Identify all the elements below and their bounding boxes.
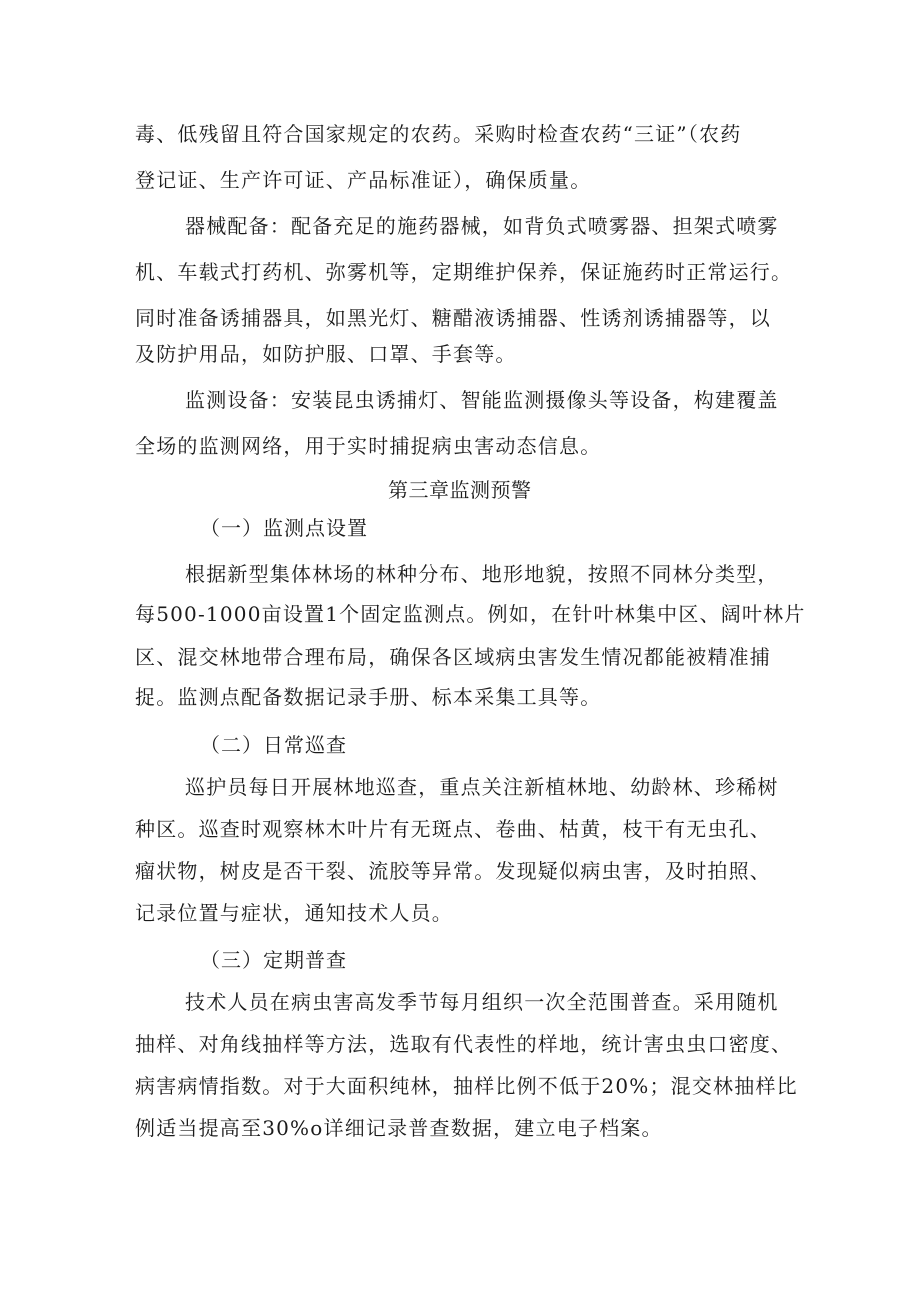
para-5-line-1: 巡护员每日开展林地巡查，重点关注新植林地、幼龄林、珍稀树 [185, 775, 779, 799]
para-2-line-4: 及防护用品，如防护服、口罩、手套等。 [135, 342, 517, 366]
para-6-line-4: 例适当提高至30%o详细记录普查数据，建立电子档案。 [135, 1116, 663, 1140]
para-5-line-3: 瘤状物，树皮是否干裂、流胶等异常。发现疑似病虫害，及时拍照、 [135, 859, 771, 883]
para-6-line-3: 病害病情指数。对于大面积纯林，抽样比例不低于20%；混交林抽样比 [135, 1074, 798, 1098]
para-2-line-2: 机、车载式打药机、弥雾机等，定期维护保养，保证施药时正常运行。 [135, 260, 793, 284]
para-3-line-2: 全场的监测网络，用于实时捕捉病虫害动态信息。 [135, 434, 602, 458]
para-4-line-1: 根据新型集体林场的林种分布、地形地貌，按照不同林分类型， [185, 562, 779, 586]
para-2-line-3: 同时准备诱捕器具，如黑光灯、糖醋液诱捕器、性诱剂诱捕器等，以 [135, 306, 771, 330]
section-1-heading: （一）监测点设置 [200, 516, 368, 540]
para-4-line-4: 捉。监测点配备数据记录手册、标本采集工具等。 [135, 685, 602, 709]
para-3-line-1: 监测设备：安装昆虫诱捕灯、智能监测摄像头等设备，构建覆盖 [185, 388, 779, 412]
chapter-title: 第三章监测预警 [388, 478, 532, 502]
para-6-line-2: 抽样、对角线抽样等方法，选取有代表性的样地，统计害虫虫口密度、 [135, 1032, 793, 1056]
para-5-line-2: 种区。巡查时观察林木叶片有无斑点、卷曲、枯黄，枝干有无虫孔、 [135, 817, 771, 841]
para-6-line-1: 技术人员在病虫害高发季节每月组织一次全范围普查。采用随机 [185, 990, 779, 1014]
section-2-heading: （二）日常巡查 [200, 733, 347, 757]
para-1-line-1: 毒、低残留且符合国家规定的农药。采购时检查农药“三证”（农药 [135, 122, 742, 146]
para-4-line-3: 区、混交林地带合理布局，确保各区域病虫害发生情况都能被精准捕 [135, 645, 771, 669]
para-4-line-2: 每500-1000亩设置1个固定监测点。例如，在针叶林集中区、阔叶林片 [135, 602, 806, 626]
para-2-line-1: 器械配备：配备充足的施药器械，如背负式喷雾器、担架式喷雾 [185, 214, 779, 238]
section-3-heading: （三）定期普查 [200, 948, 347, 972]
para-1-line-2: 登记证、生产许可证、产品标准证），确保质量。 [135, 168, 592, 192]
para-5-line-4: 记录位置与症状，通知技术人员。 [135, 901, 453, 925]
